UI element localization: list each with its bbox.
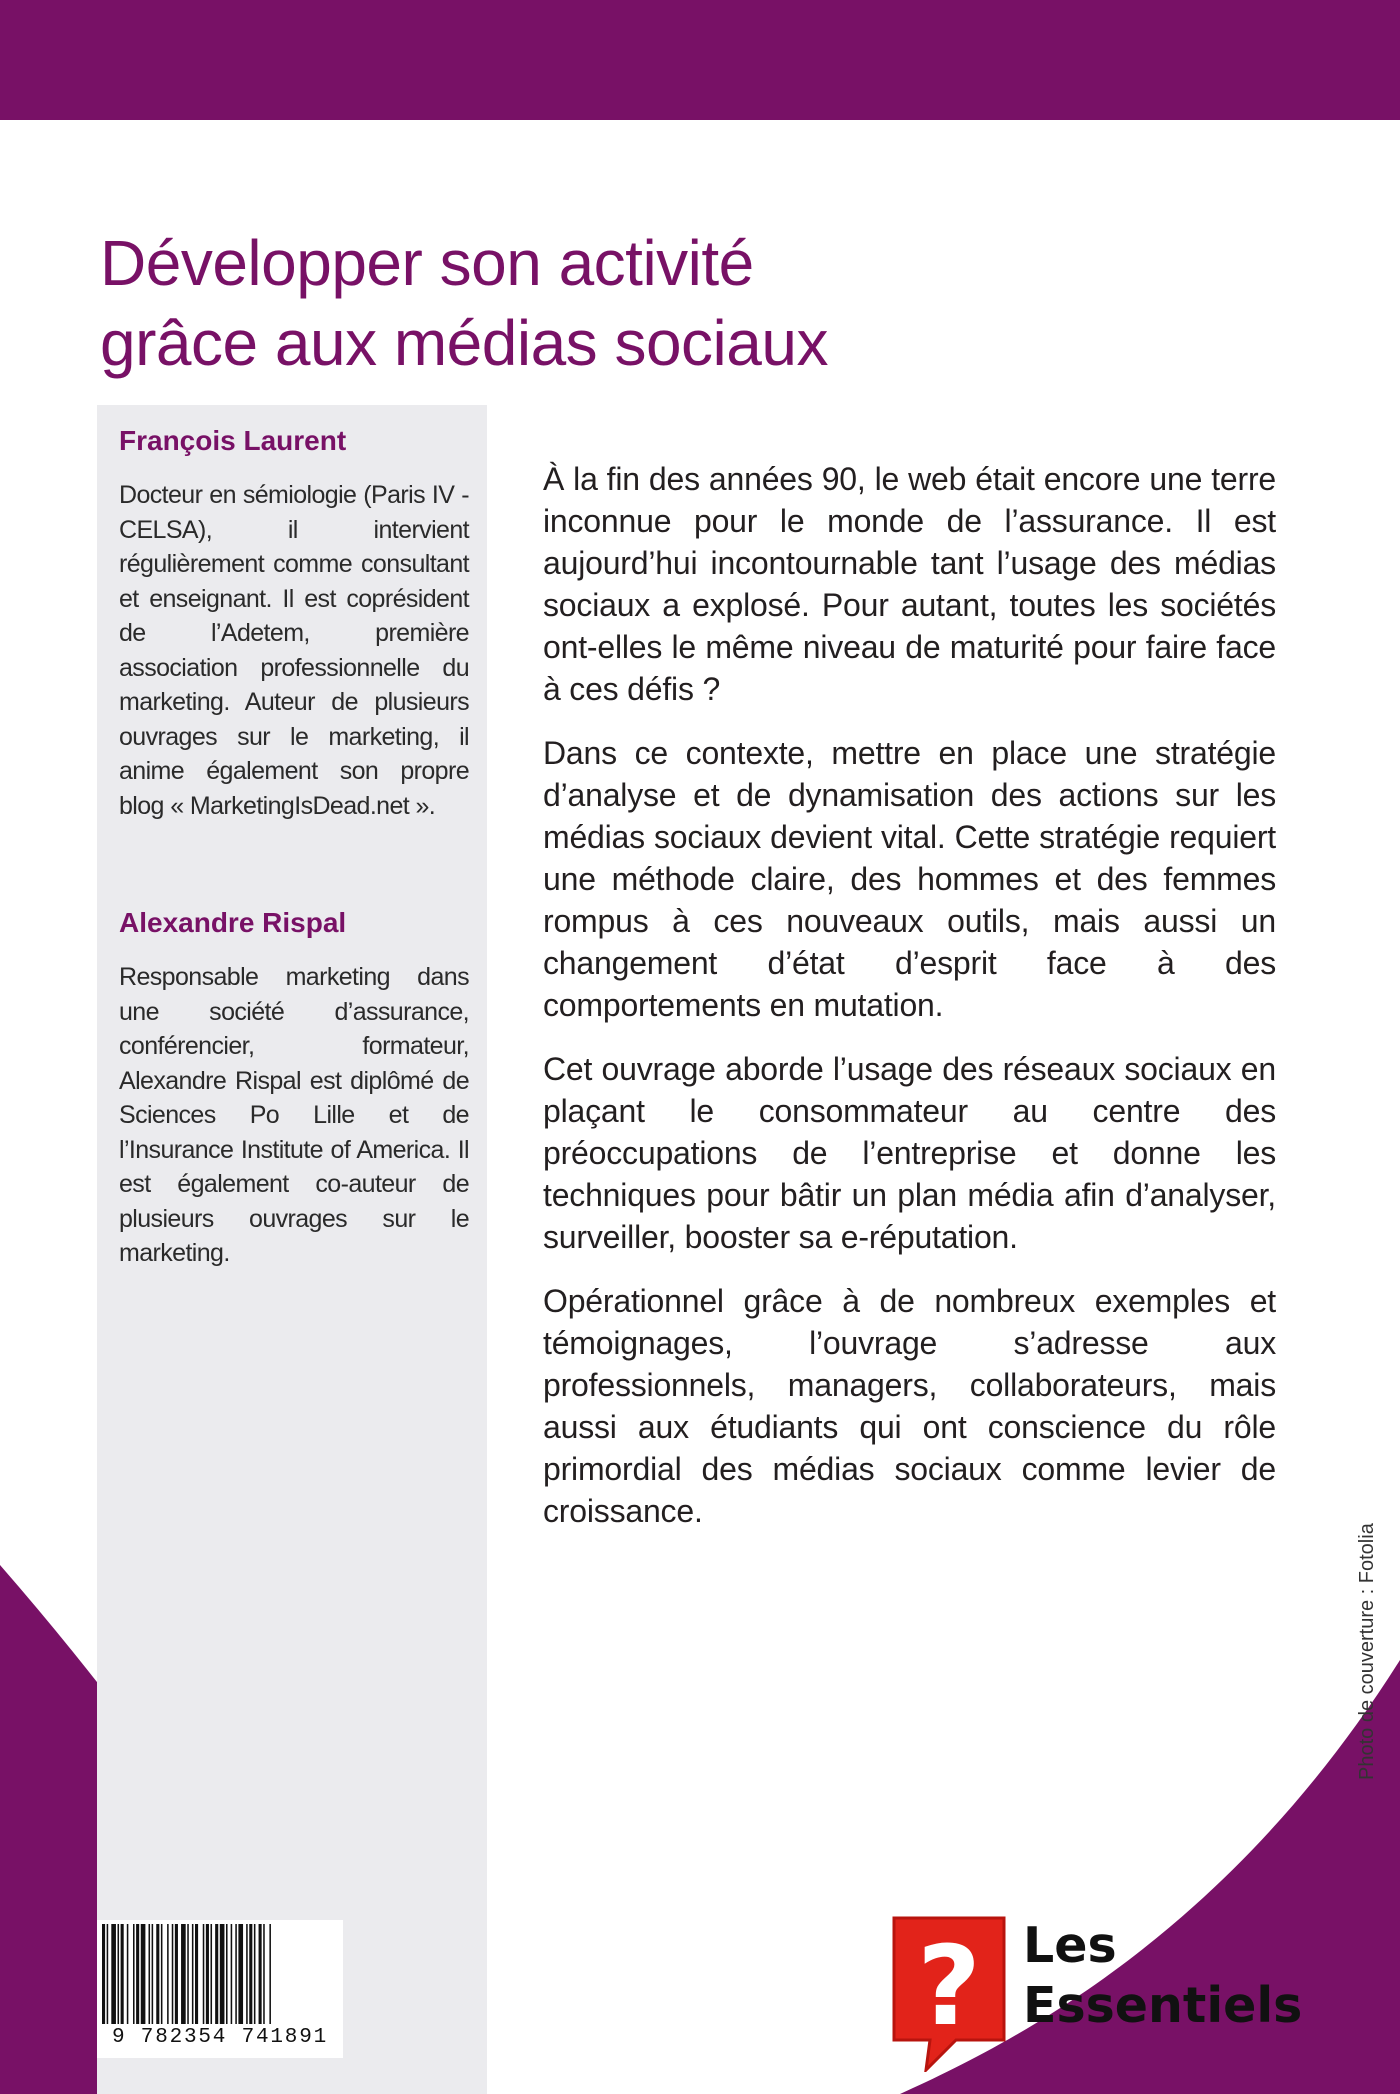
publisher-logo-text: [1023, 1916, 1302, 2036]
photo-credit: Photo de couverture : Fotolia: [1356, 1523, 1378, 1780]
author-bio: Docteur en sémiologie (Paris IV - CELSA), il intervient régulièrement comme consultant et enseignant. Il est coprésident de l’Adetem, première association professionnelle du marketing. Auteur de plusieurs ouvrages sur le marketing, il anime également son propre blog « MarketingIsDead.net ».: [119, 481, 469, 820]
author-block: [119, 906, 469, 1271]
book-title-line-2: grâce aux médias sociaux: [100, 306, 828, 379]
barcode-bar: [195, 1924, 198, 2024]
barcode-bar: [203, 1924, 205, 2024]
barcode-bar: [231, 1924, 233, 2024]
logo-line-2: Essentiels: [1023, 1977, 1303, 2034]
barcode-bar: [133, 1924, 135, 2024]
barcode-bar: [181, 1924, 186, 2024]
barcode-bar: [187, 1924, 189, 2024]
barcode-bar: [215, 1924, 218, 2024]
description-paragraph: À la fin des années 90, le web était encore une terre inconnue pour le monde de l’assurance. Il est aujourd’hui incontournable tant l’usage des médias sociaux a explosé. Pour autant, toutes les sociétés ont-elles le même niveau de maturité pour faire face à ces défis ?: [543, 461, 1276, 707]
barcode-bar: [235, 1924, 237, 2024]
question-mark-speech-bubble-icon: [886, 1912, 1012, 2072]
barcode-bar: [141, 1924, 146, 2024]
book-title-line-1: Développer son activité: [100, 226, 754, 299]
barcode-bar: [211, 1924, 213, 2024]
barcode-bar: [156, 1924, 159, 2024]
barcode-bar: [167, 1924, 169, 2024]
barcode-bar: [269, 1924, 271, 2024]
barcode-bars: [100, 1924, 340, 2024]
svg-text:?: ?: [917, 1922, 981, 2050]
author-name: Alexandre Rispal: [119, 907, 347, 938]
isbn-number: 9 782354 741891: [111, 2026, 329, 2049]
barcode-bar: [136, 1924, 139, 2024]
barcode-bar: [192, 1924, 194, 2024]
barcode-bar: [249, 1924, 252, 2024]
barcode-bar: [111, 1924, 116, 2024]
barcode-bar: [107, 1924, 109, 2024]
isbn-barcode: [97, 1920, 343, 2058]
description-paragraph: Opérationnel grâce à de nombreux exemples et témoignages, l’ouvrage s’adresse aux professionnels, managers, collaborateurs, mais aussi aux étudiants qui ont conscience du rôle primordial des médias sociaux comme levier de croissance.: [543, 1283, 1276, 1529]
barcode-bar: [246, 1924, 248, 2024]
barcode-bar: [263, 1924, 265, 2024]
barcode-bar: [172, 1924, 174, 2024]
description-paragraph: Dans ce contexte, mettre en place une stratégie d’analyse et de dynamisation des actions sur les médias sociaux devient vital. Cette stratégie requiert une méthode claire, des hommes et des femmes rompus à ces nouveaux outils, mais aussi un changement d’état d’esprit face à des comportements en mutation.: [543, 735, 1276, 1023]
book-description: [543, 458, 1276, 1554]
barcode-bar: [161, 1924, 163, 2024]
barcode-bar: [238, 1924, 243, 2024]
barcode-bar: [149, 1924, 151, 2024]
barcode-bar: [121, 1924, 124, 2024]
description-paragraph: Cet ouvrage aborde l’usage des réseaux sociaux en plaçant le consommateur au centre des préoccupations de l’entreprise et donne les techniques pour bâtir un plan média afin d’analyser, surveiller, booster sa e-réputation.: [543, 1051, 1276, 1255]
author-name: François Laurent: [119, 425, 347, 456]
publisher-logo: [886, 1912, 1326, 2072]
author-bio: Responsable marketing dans une société d’assurance, conférencier, formateur, Alexandre Rispal est diplômé de Sciences Po Lille et de l’Insurance Institute of America. Il est également co-auteur de plusieurs ouvrages sur le marketing.: [119, 963, 469, 1267]
barcode-bar: [152, 1924, 154, 2024]
barcode-bar: [226, 1924, 228, 2024]
book-title: [100, 223, 1100, 383]
barcode-bar: [220, 1924, 225, 2024]
barcode-bar: [206, 1924, 209, 2024]
barcode-bar: [254, 1924, 256, 2024]
barcode-bar: [175, 1924, 178, 2024]
barcode-bar: [259, 1924, 262, 2024]
author-block: [119, 424, 469, 823]
logo-line-1: Les: [1023, 1917, 1117, 1974]
barcode-bar: [127, 1924, 129, 2024]
barcode-bar: [118, 1924, 120, 2024]
barcode-bar: [102, 1924, 105, 2024]
